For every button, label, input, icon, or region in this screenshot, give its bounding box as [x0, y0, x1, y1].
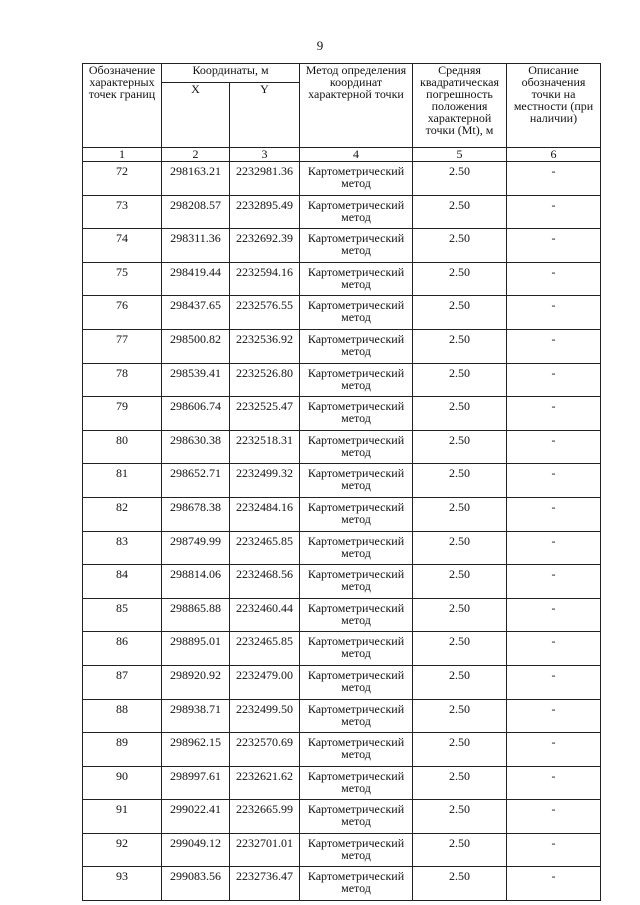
cell-method: Картометрический метод	[300, 497, 413, 531]
cell-error: 2.50	[413, 363, 507, 397]
cell-y: 2232465.85	[230, 531, 300, 565]
cell-point: 77	[83, 329, 162, 363]
table-row	[83, 229, 601, 263]
table-row	[83, 363, 601, 397]
cell-point: 80	[83, 430, 162, 464]
cell-description: -	[507, 397, 601, 431]
column-number: 6	[507, 148, 601, 162]
cell-method: Картометрический метод	[300, 531, 413, 565]
cell-method: Картометрический метод	[300, 800, 413, 834]
cell-description: -	[507, 632, 601, 666]
cell-x: 298865.88	[162, 598, 230, 632]
cell-description: -	[507, 430, 601, 464]
cell-x: 298814.06	[162, 565, 230, 599]
table-row	[83, 296, 601, 330]
cell-error: 2.50	[413, 430, 507, 464]
cell-y: 2232536.92	[230, 329, 300, 363]
cell-description: -	[507, 833, 601, 867]
cell-point: 93	[83, 867, 162, 901]
cell-point: 81	[83, 464, 162, 498]
table-body	[83, 162, 601, 901]
cell-x: 299049.12	[162, 833, 230, 867]
cell-error: 2.50	[413, 162, 507, 196]
table-row	[83, 766, 601, 800]
cell-method: Картометрический метод	[300, 565, 413, 599]
cell-description: -	[507, 531, 601, 565]
table-row	[83, 329, 601, 363]
cell-error: 2.50	[413, 195, 507, 229]
cell-x: 298163.21	[162, 162, 230, 196]
cell-method: Картометрический метод	[300, 262, 413, 296]
table-row	[83, 665, 601, 699]
column-numbers-row	[83, 148, 601, 162]
cell-point: 90	[83, 766, 162, 800]
cell-y: 2232981.36	[230, 162, 300, 196]
header-method: Метод определения координат характерной точки	[300, 64, 413, 148]
cell-method: Картометрический метод	[300, 699, 413, 733]
cell-point: 76	[83, 296, 162, 330]
cell-x: 298630.38	[162, 430, 230, 464]
cell-y: 2232460.44	[230, 598, 300, 632]
cell-error: 2.50	[413, 867, 507, 901]
cell-x: 298938.71	[162, 699, 230, 733]
cell-x: 298749.99	[162, 531, 230, 565]
cell-description: -	[507, 162, 601, 196]
cell-y: 2232479.00	[230, 665, 300, 699]
cell-error: 2.50	[413, 497, 507, 531]
table-row	[83, 699, 601, 733]
header-description: Описание обозначения точки на местности (при наличии)	[507, 64, 601, 148]
cell-method: Картометрический метод	[300, 464, 413, 498]
cell-x: 298895.01	[162, 632, 230, 666]
header-x: X	[162, 83, 230, 148]
cell-description: -	[507, 867, 601, 901]
cell-y: 2232621.62	[230, 766, 300, 800]
header-coordinates: Координаты, м	[162, 64, 300, 83]
cell-x: 298311.36	[162, 229, 230, 263]
cell-method: Картометрический метод	[300, 766, 413, 800]
column-number: 2	[162, 148, 230, 162]
cell-y: 2232465.85	[230, 632, 300, 666]
table-row	[83, 497, 601, 531]
table-row	[83, 867, 601, 901]
table-row	[83, 598, 601, 632]
cell-x: 298208.57	[162, 195, 230, 229]
table-row	[83, 833, 601, 867]
cell-description: -	[507, 497, 601, 531]
table-row	[83, 632, 601, 666]
cell-x: 298500.82	[162, 329, 230, 363]
cell-point: 79	[83, 397, 162, 431]
cell-method: Картометрический метод	[300, 296, 413, 330]
cell-y: 2232468.56	[230, 565, 300, 599]
header-point-designation: Обозначение характерных точек границ	[83, 64, 162, 148]
cell-point: 89	[83, 733, 162, 767]
cell-y: 2232499.50	[230, 699, 300, 733]
cell-error: 2.50	[413, 229, 507, 263]
cell-x: 298419.44	[162, 262, 230, 296]
cell-y: 2232484.16	[230, 497, 300, 531]
cell-y: 2232525.47	[230, 397, 300, 431]
cell-x: 298962.15	[162, 733, 230, 767]
cell-description: -	[507, 229, 601, 263]
cell-error: 2.50	[413, 397, 507, 431]
cell-x: 298997.61	[162, 766, 230, 800]
cell-description: -	[507, 329, 601, 363]
cell-y: 2232570.69	[230, 733, 300, 767]
cell-method: Картометрический метод	[300, 598, 413, 632]
cell-error: 2.50	[413, 833, 507, 867]
cell-method: Картометрический метод	[300, 733, 413, 767]
column-number: 1	[83, 148, 162, 162]
cell-description: -	[507, 464, 601, 498]
cell-description: -	[507, 733, 601, 767]
cell-error: 2.50	[413, 531, 507, 565]
column-number: 5	[413, 148, 507, 162]
table-row	[83, 733, 601, 767]
cell-error: 2.50	[413, 262, 507, 296]
cell-point: 88	[83, 699, 162, 733]
cell-x: 298606.74	[162, 397, 230, 431]
cell-method: Картометрический метод	[300, 833, 413, 867]
cell-y: 2232895.49	[230, 195, 300, 229]
cell-y: 2232499.32	[230, 464, 300, 498]
cell-x: 299022.41	[162, 800, 230, 834]
cell-y: 2232692.39	[230, 229, 300, 263]
cell-error: 2.50	[413, 665, 507, 699]
cell-point: 78	[83, 363, 162, 397]
cell-method: Картометрический метод	[300, 397, 413, 431]
cell-y: 2232665.99	[230, 800, 300, 834]
cell-error: 2.50	[413, 766, 507, 800]
cell-description: -	[507, 665, 601, 699]
cell-error: 2.50	[413, 296, 507, 330]
cell-description: -	[507, 296, 601, 330]
cell-method: Картометрический метод	[300, 229, 413, 263]
cell-error: 2.50	[413, 329, 507, 363]
cell-description: -	[507, 195, 601, 229]
cell-description: -	[507, 598, 601, 632]
table-row	[83, 464, 601, 498]
cell-description: -	[507, 262, 601, 296]
cell-y: 2232576.55	[230, 296, 300, 330]
cell-error: 2.50	[413, 464, 507, 498]
cell-y: 2232594.16	[230, 262, 300, 296]
header-error: Средняя квадратическая погрешность положения характерной точки (Mt), м	[413, 64, 507, 148]
cell-point: 75	[83, 262, 162, 296]
cell-point: 74	[83, 229, 162, 263]
cell-description: -	[507, 800, 601, 834]
cell-description: -	[507, 699, 601, 733]
cell-x: 298678.38	[162, 497, 230, 531]
cell-point: 86	[83, 632, 162, 666]
column-number: 4	[300, 148, 413, 162]
cell-point: 73	[83, 195, 162, 229]
cell-method: Картометрический метод	[300, 430, 413, 464]
page-number: 9	[316, 38, 324, 53]
cell-method: Картометрический метод	[300, 195, 413, 229]
table-row	[83, 531, 601, 565]
cell-x: 298652.71	[162, 464, 230, 498]
cell-y: 2232518.31	[230, 430, 300, 464]
cell-x: 298539.41	[162, 363, 230, 397]
cell-error: 2.50	[413, 632, 507, 666]
table-row	[83, 430, 601, 464]
cell-method: Картометрический метод	[300, 329, 413, 363]
cell-point: 92	[83, 833, 162, 867]
table-row	[83, 565, 601, 599]
cell-y: 2232526.80	[230, 363, 300, 397]
header-y: Y	[230, 83, 300, 148]
column-number: 3	[230, 148, 300, 162]
cell-method: Картометрический метод	[300, 665, 413, 699]
cell-error: 2.50	[413, 800, 507, 834]
cell-method: Картометрический метод	[300, 162, 413, 196]
cell-method: Картометрический метод	[300, 632, 413, 666]
cell-error: 2.50	[413, 699, 507, 733]
cell-point: 82	[83, 497, 162, 531]
table-row	[83, 397, 601, 431]
cell-error: 2.50	[413, 565, 507, 599]
cell-point: 84	[83, 565, 162, 599]
cell-description: -	[507, 363, 601, 397]
table-row	[83, 800, 601, 834]
cell-point: 72	[83, 162, 162, 196]
table-row	[83, 262, 601, 296]
coordinates-table	[82, 63, 601, 901]
cell-point: 83	[83, 531, 162, 565]
table-row	[83, 195, 601, 229]
cell-x: 298437.65	[162, 296, 230, 330]
cell-description: -	[507, 766, 601, 800]
table-row	[83, 162, 601, 196]
cell-x: 298920.92	[162, 665, 230, 699]
cell-method: Картометрический метод	[300, 363, 413, 397]
cell-method: Картометрический метод	[300, 867, 413, 901]
cell-point: 91	[83, 800, 162, 834]
cell-description: -	[507, 565, 601, 599]
cell-error: 2.50	[413, 733, 507, 767]
cell-y: 2232701.01	[230, 833, 300, 867]
cell-point: 87	[83, 665, 162, 699]
cell-point: 85	[83, 598, 162, 632]
cell-x: 299083.56	[162, 867, 230, 901]
cell-error: 2.50	[413, 598, 507, 632]
cell-y: 2232736.47	[230, 867, 300, 901]
